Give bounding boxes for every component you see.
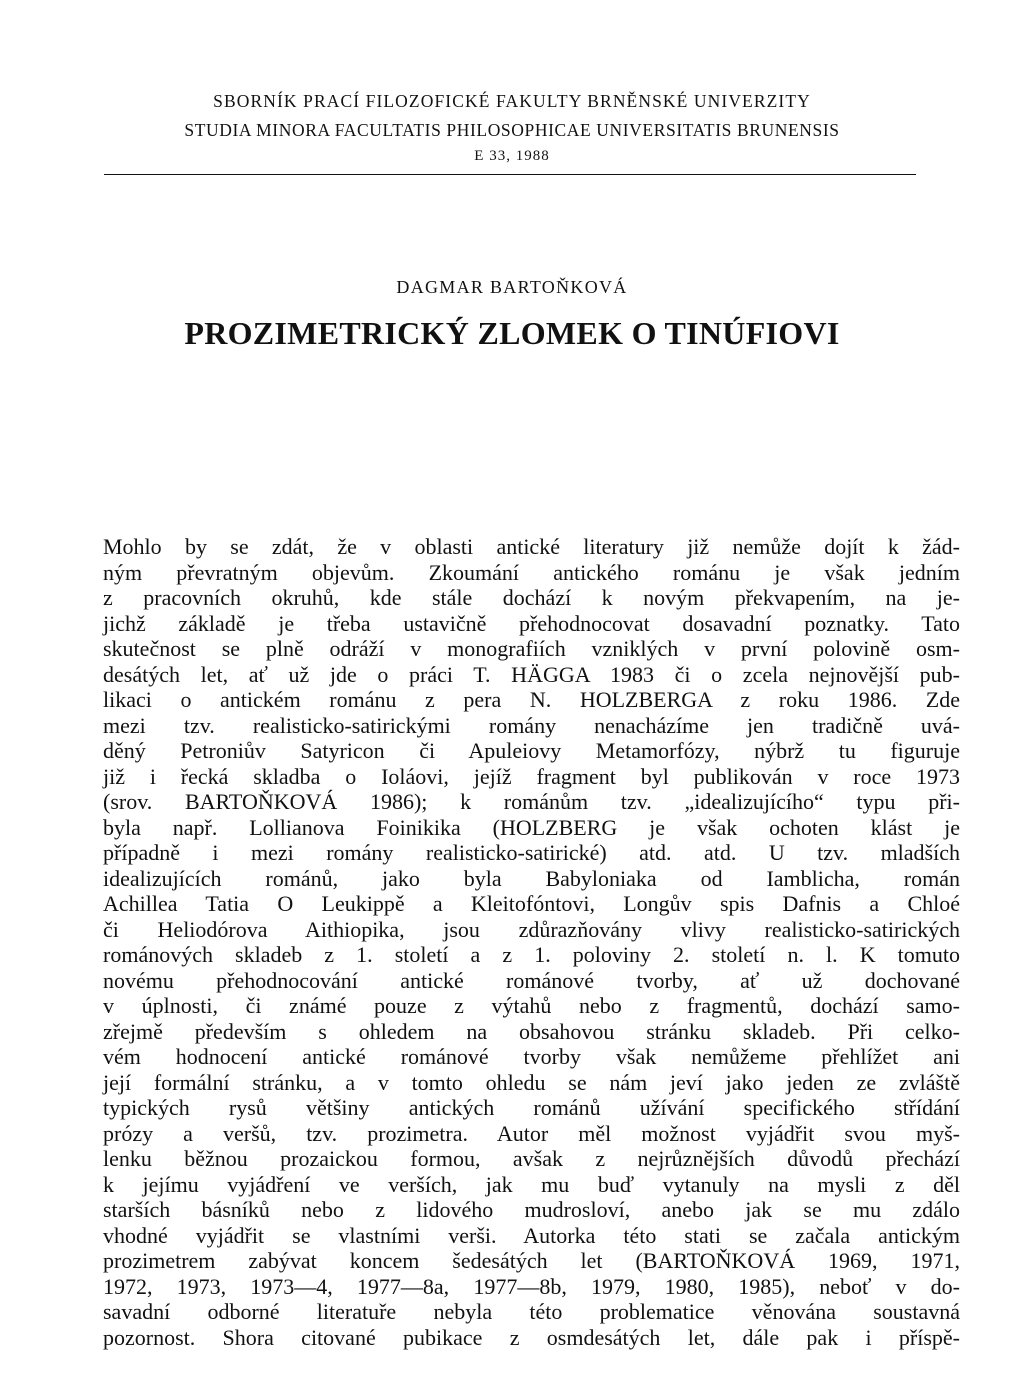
- body-line: již i řecká skladba o Ioláovi, jejíž fragment byl publikován v roce 1973: [103, 763, 960, 789]
- body-line: prozimetrem zabývat koncem šedesátých let (BARTOŇKOVÁ 1969, 1971,: [103, 1248, 960, 1273]
- body-line: idealizujících románů, jako byla Babyloniaka od Iamblicha, román: [103, 865, 960, 891]
- body-line: Mohlo by se zdát, že v oblasti antické literatury již nemůže dojít k žád-: [103, 534, 960, 559]
- author-name: DAGMAR BARTOŇKOVÁ: [396, 277, 628, 297]
- body-line: mezi tzv. realisticko-satirickými romány nenacházíme jen tradičně uvá-: [103, 712, 960, 738]
- body-line: zřejmě především s ohledem na obsahovou stránku skladeb. Při celko-: [103, 1018, 960, 1044]
- body-line: v úplnosti, či známé pouze z výtahů nebo z fragmentů, dochází samo-: [103, 993, 960, 1018]
- body-line: savadní odborné literatuře nebyla této problematice věnována soustavná: [103, 1299, 960, 1324]
- body-line: lenku běžnou prozaickou formou, avšak z nejrůznějších důvodů přechází: [103, 1146, 960, 1171]
- body-line: Achillea Tatia O Leukippě a Kleitofóntovi, Longův spis Dafnis a Chloé: [103, 891, 960, 916]
- body-line: ným převratným objevům. Zkoumání antického románu je však jedním: [103, 559, 960, 585]
- body-line: či Heliodórova Aithiopika, jsou zdůrazňovány vlivy realisticko-satirických: [103, 916, 960, 942]
- body-line: likaci o antickém románu z pera N. HOLZBERGA z roku 1986. Zde: [103, 687, 960, 712]
- body-line: z pracovních okruhů, kde stále dochází k novým překvapením, na je-: [103, 585, 960, 610]
- body-line: k jejímu vyjádření ve verších, jak mu buď vytanuly na mysli z děl: [103, 1171, 960, 1197]
- body-line: vhodné vyjádřit se vlastními verši. Autorka této stati se začala antickým: [103, 1222, 960, 1248]
- body-line: její formální stránku, a v tomto ohledu se nám jeví jako jeden ze zvláště: [103, 1069, 960, 1095]
- header-divider: [104, 174, 916, 175]
- body-line: případně i mezi romány realisticko-satirické) atd. atd. U tzv. mladších: [103, 840, 960, 865]
- body-line: románových skladeb z 1. století a z 1. poloviny 2. století n. l. K tomuto: [103, 942, 960, 967]
- body-line: novému přehodnocování antické románové tvorby, ať už dochované: [103, 967, 960, 993]
- journal-header-latin: STUDIA MINORA FACULTATIS PHILOSOPHICAE UNIVERSITATIS BRUNENSIS: [184, 120, 840, 140]
- body-line: skutečnost se plně odráží v monografiích vzniklých v první polovině osm-: [103, 636, 960, 661]
- volume-year: E 33, 1988: [474, 148, 550, 164]
- body-paragraph: [103, 534, 960, 1350]
- body-line: jichž základě je třeba ustavičně přehodnocovat dosavadní poznatky. Tato: [103, 610, 960, 636]
- body-line: typických rysů většiny antických románů užívání specifického střídání: [103, 1095, 960, 1120]
- journal-header-czech: SBORNÍK PRACÍ FILOZOFICKÉ FAKULTY BRNĚNSKÉ UNIVERZITY: [213, 91, 811, 111]
- article-title: PROZIMETRICKÝ ZLOMEK O TINÚFIOVI: [184, 315, 840, 351]
- body-line: prózy a veršů, tzv. prozimetra. Autor měl možnost vyjádřit svou myš-: [103, 1120, 960, 1146]
- body-line: (srov. BARTOŇKOVÁ 1986); k románům tzv. „idealizujícího“ typu při-: [103, 789, 960, 814]
- body-line: byla např. Lollianova Foinikika (HOLZBERG je však ochoten klást je: [103, 814, 960, 840]
- body-line: vém hodnocení antické románové tvorby však nemůžeme přehlížet ani: [103, 1044, 960, 1069]
- body-line: pozornost. Shora citované pubikace z osmdesátých let, dále pak i příspě-: [103, 1324, 960, 1350]
- body-line: desátých let, ať už jde o práci T. HÄGGA 1983 či o zcela nejnovější pub-: [103, 661, 960, 687]
- body-line: 1972, 1973, 1973—4, 1977—8a, 1977—8b, 1979, 1980, 1985), neboť v do-: [103, 1273, 960, 1299]
- body-line: starších básníků nebo z lidového mudrosloví, anebo jak se mu zdálo: [103, 1197, 960, 1222]
- body-line: děný Petroniův Satyricon či Apuleiovy Metamorfózy, nýbrž tu figuruje: [103, 738, 960, 763]
